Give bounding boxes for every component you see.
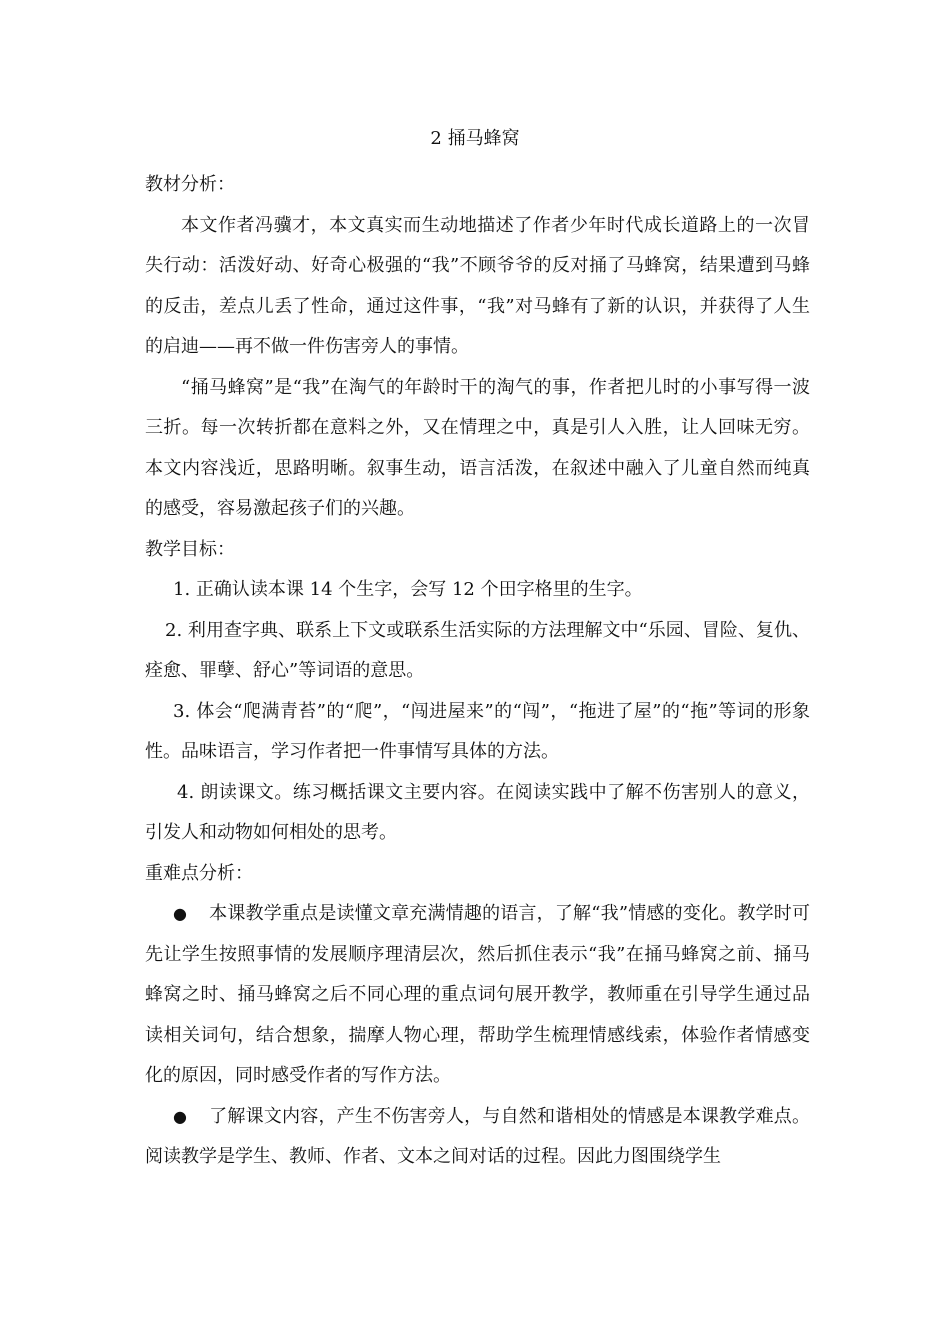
lesson-title: 2 捅马蜂窝 xyxy=(430,128,520,149)
bullet-icon: ● xyxy=(173,904,187,923)
goal-item: 4. 朗读课文。练习概括课文主要内容。在阅读实践中了解不伤害别人的意义，引发人和动物如何相处的思考。 xyxy=(145,781,810,843)
analysis-paragraph: “捅马蜂窝”是“我”在淘气的年龄时干的淘气的事，作者把儿时的小事写得一波三折。每一次转折都在意料之外，又在情理之中，真是引人入胜，让人回味无穷。本文内容浅近，思路明晰。叙事生动，语言活泼，在叙述中融入了儿童自然而纯真的感受，容易激起孩子们的兴趣。 xyxy=(145,376,810,519)
bullet-icon: ● xyxy=(173,1106,187,1126)
analysis-heading: 教材分析： xyxy=(145,174,235,195)
goal-item: 3. 体会“爬满青苔”的“爬”，“闯进屋来”的“闯”，“拖进了屋”的“拖”等词的形象性。品味语言，学习作者把一件事情写具体的方法。 xyxy=(145,700,810,762)
document-body xyxy=(145,165,810,1178)
goal-item: 1. 正确认读本课 14 个生字，会写 12 个田字格里的生字。 xyxy=(173,579,643,600)
keypoint-text: 了解课文内容，产生不伤害旁人，与自然和谐相处的情感是本课教学难点。阅读教学是学生、教师、作者、文本之间对话的过程。因此力图围绕学生 xyxy=(145,1105,810,1167)
analysis-paragraph: 本文作者冯骥才，本文真实而生动地描述了作者少年时代成长道路上的一次冒失行动：活泼好动、好奇心极强的“我”不顾爷爷的反对捅了马蜂窝，结果遭到马蜂的反击，差点儿丢了性命，通过这件事，“我”对马蜂有了新的认识，并获得了人生的启迪——再不做一件伤害旁人的事情。 xyxy=(145,214,810,357)
keypoint-item xyxy=(145,894,810,1097)
goals-heading: 教学目标： xyxy=(145,538,235,560)
keypoints-heading: 重难点分析： xyxy=(145,862,253,884)
keypoint-item xyxy=(145,1097,810,1178)
goal-item: 2. 利用查字典、联系上下文或联系生活实际的方法理解文中“乐园、冒险、复仇、痊愈、罪孽、舒心”等词语的意思。 xyxy=(145,619,810,681)
keypoint-text: 本课教学重点是读懂文章充满情趣的语言，了解“我”情感的变化。教学时可先让学生按照事情的发展顺序理清层次，然后抓住表示“我”在捅马蜂窝之前、捅马蜂窝之时、捅马蜂窝之后不同心理的重点词句展开教学，教师重在引导学生通过品读相关词句，结合想象，揣摩人物心理，帮助学生梳理情感线索，体验作者情感变化的原因，同时感受作者的写作方法。 xyxy=(145,903,810,1086)
